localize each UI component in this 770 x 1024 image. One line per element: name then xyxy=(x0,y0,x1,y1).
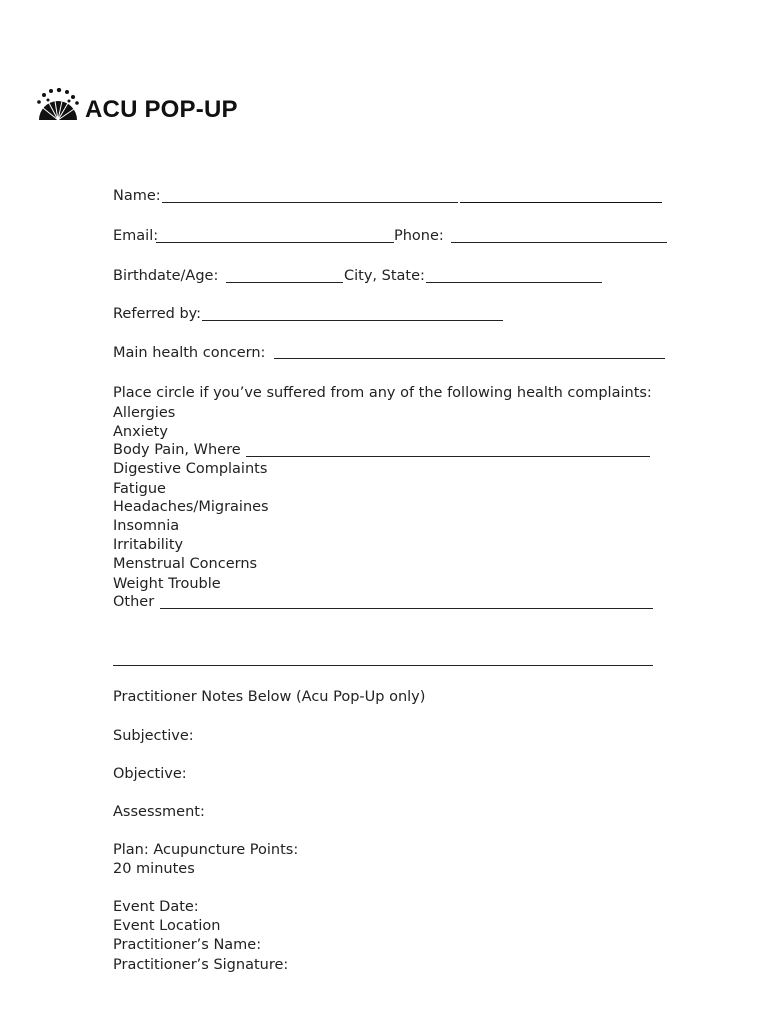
brand-name: ACU POP-UP xyxy=(85,96,238,123)
birthdate-field-line[interactable] xyxy=(226,282,343,283)
complaint-irritability[interactable]: Irritability xyxy=(113,537,184,553)
assessment-label: Assessment: xyxy=(113,804,205,820)
birthdate-label: Birthdate/Age: xyxy=(113,268,219,284)
complaint-fatigue[interactable]: Fatigue xyxy=(113,481,166,497)
complaint-allergies[interactable]: Allergies xyxy=(113,405,176,421)
complaint-insomnia[interactable]: Insomnia xyxy=(113,518,180,534)
city-state-field-line[interactable] xyxy=(426,282,602,283)
practitioner-notes-heading: Practitioner Notes Below (Acu Pop-Up only) xyxy=(113,689,426,705)
duration-text: 20 minutes xyxy=(113,861,195,877)
complaint-other[interactable]: Other xyxy=(113,594,155,610)
subjective-label: Subjective: xyxy=(113,728,194,744)
name-field-line-extension[interactable] xyxy=(460,202,662,203)
complaint-weight[interactable]: Weight Trouble xyxy=(113,576,221,592)
name-field-line[interactable] xyxy=(162,202,458,203)
city-state-label: City, State: xyxy=(344,268,425,284)
complaints-instruction: Place circle if you’ve suffered from any of the following health complaints: xyxy=(113,385,652,401)
complaint-digestive[interactable]: Digestive Complaints xyxy=(113,461,268,477)
email-label: Email: xyxy=(113,228,159,244)
main-concern-field-line[interactable] xyxy=(274,358,665,359)
practitioner-name-label: Practitioner’s Name: xyxy=(113,937,262,953)
phone-label: Phone: xyxy=(394,228,444,244)
event-date-label: Event Date: xyxy=(113,899,199,915)
additional-notes-line[interactable] xyxy=(113,665,653,666)
referred-by-field-line[interactable] xyxy=(202,320,503,321)
other-field-line[interactable] xyxy=(160,608,653,609)
objective-label: Objective: xyxy=(113,766,187,782)
complaint-menstrual[interactable]: Menstrual Concerns xyxy=(113,556,258,572)
email-field-line[interactable] xyxy=(156,242,394,243)
body-pain-where-line[interactable] xyxy=(246,456,650,457)
name-label: Name: xyxy=(113,188,161,204)
plan-label: Plan: Acupuncture Points: xyxy=(113,842,299,858)
phone-field-line[interactable] xyxy=(451,242,667,243)
brand-logo xyxy=(35,88,238,122)
referred-by-label: Referred by: xyxy=(113,306,202,322)
complaint-headaches[interactable]: Headaches/Migraines xyxy=(113,499,269,515)
complaint-anxiety[interactable]: Anxiety xyxy=(113,424,168,440)
complaint-body-pain[interactable]: Body Pain, Where xyxy=(113,442,241,458)
practitioner-signature-label: Practitioner’s Signature: xyxy=(113,957,289,973)
main-concern-label: Main health concern: xyxy=(113,345,266,361)
event-location-label: Event Location xyxy=(113,918,221,934)
sunburst-logo-icon xyxy=(35,88,81,122)
